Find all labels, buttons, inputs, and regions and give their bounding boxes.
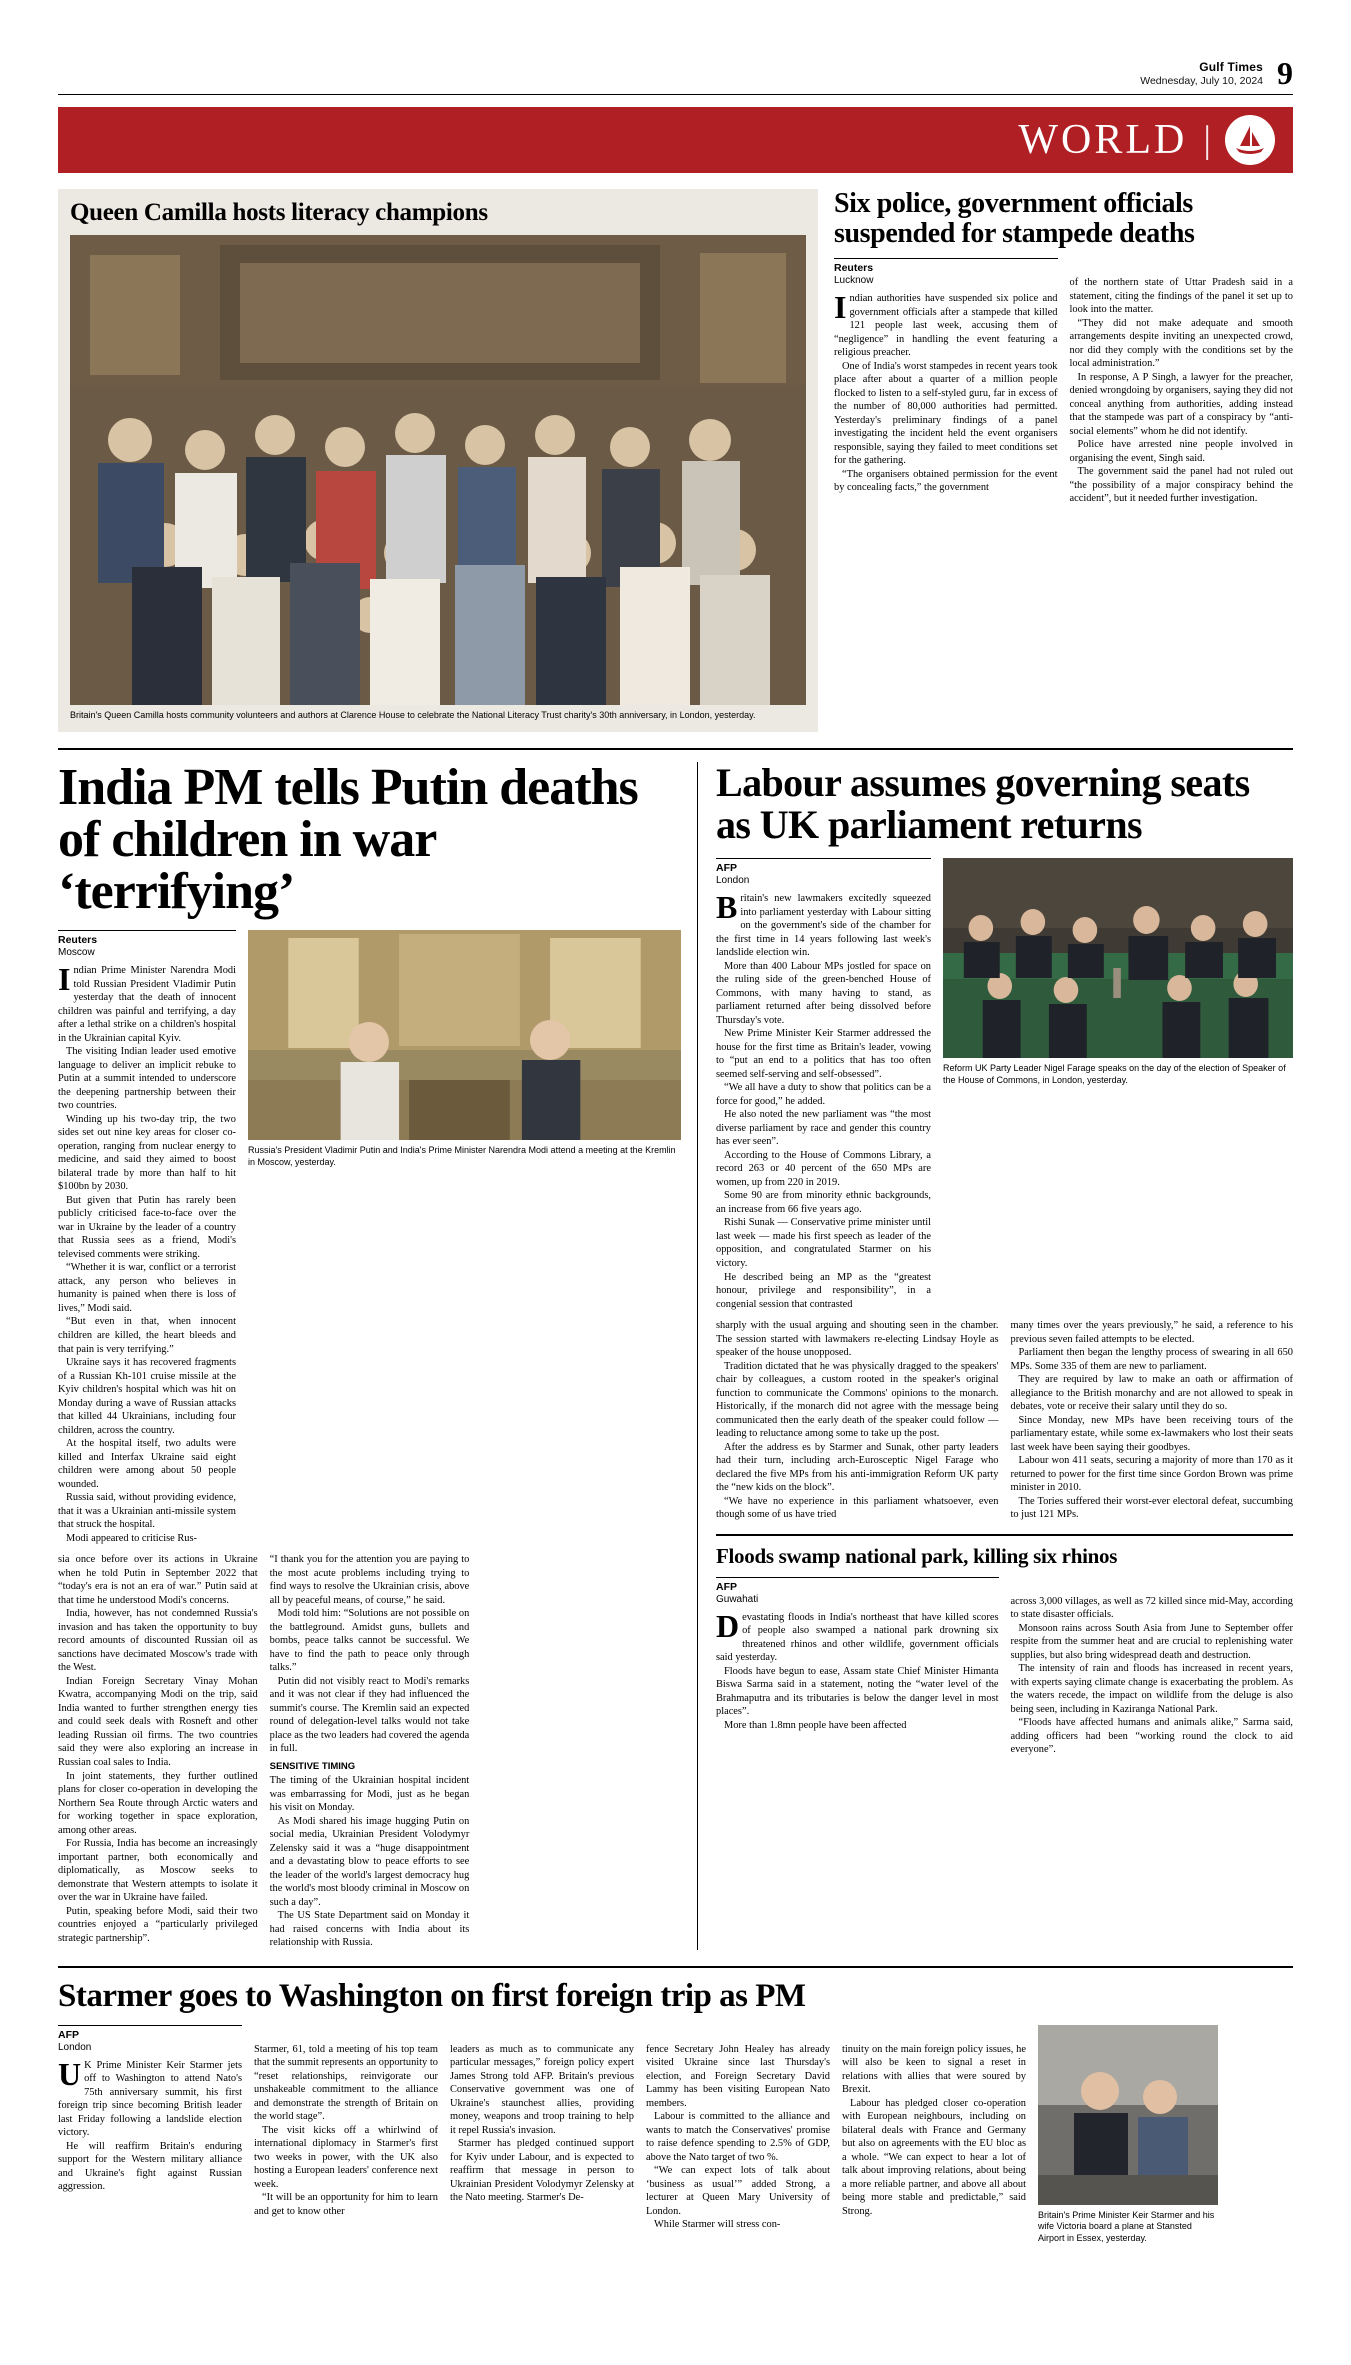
page-number: 9 [1277,55,1293,91]
india-pm-column-2 [58,1553,258,1949]
india-pm-city: Moscow [58,947,95,959]
starmer-photo-block [1038,2025,1218,2245]
starmer-column-3 [450,2025,634,2245]
floods-column-2 [1011,1577,1294,1757]
starmer-city: London [58,2041,92,2053]
floods-city: Guwahati [716,1593,759,1605]
floods-agency: AFP [716,1580,737,1593]
starmer-body-4: fence Secretary John Healey has already visited Ukraine since last Thursday's election, and Foreign Secretary David Lammy has been visiting European Nato members. Labour is committed to the alliance and wants to match the Conservatives' promise to raise defence spending to 2.5% of GDP, above the Nato target of two %. “We can expect lots of talk about ‘business as usual’” added Strong, a lecturer at Queen Mary University of London. While Starmer will stress con- [646,2043,830,2231]
india-pm-body-2: sia once before over its actions in Ukraine when he told Putin in September 2022 that “today's era is not an era of war.” Putin said at that time he understood Modi's concerns. India, however, has not condemned Russia's invasion and has taken the opportunity to buy record amounts of discounted Russian oil as sanctions have decimated Moscow's trade with the West. Indian Foreign Secretary Vinay Mohan Kwatra, accompanying Modi on the trip, said India wanted to further strengthen energy ties and could seek deals with Rosneft and other leading Russian oil firms. The two countries said they were also exploring an increase in Russian coal sales to India. In joint statements, they further outlined plans for closer co-operation in developing the Northern Sea Route through Arctic waters and for working together in space exploration, among other areas. For Russia, India has become an increasingly important partner, both economically and diplomatically, as Moscow seeks to demonstrate that Western attempts to isolate it over the war in Ukraine have failed. Putin, speaking before Modi, said their two countries enjoyed a “particularly privileged strategic partnership”. [58,1554,258,1944]
stampede-article [834,189,1293,732]
india-pm-column-1 [58,930,236,1545]
queen-camilla-article [58,189,818,732]
floods-headline: Floods swamp national park, killing six rhinos [716,1543,1118,1568]
labour-column-2 [716,1319,999,1522]
labour-photo-block [943,858,1293,1311]
paper-name: Gulf Times [1199,60,1263,75]
stampede-agency: Reuters [834,262,874,275]
queen-camilla-photo [70,235,806,705]
queen-camilla-caption: Britain's Queen Camilla hosts community volunteers and authors at Clarence House to celebrate the National Literacy Trust charity's 30th anniversary, in London, yesterday. [70,710,756,721]
starmer-stansted-photo [1038,2025,1218,2205]
stampede-byline [834,258,1058,286]
section-banner [58,107,1293,173]
floods-article [716,1534,1293,1757]
india-pm-body-1: Indian Prime Minister Narendra Modi told Russian President Vladimir Putin yesterday that the death of innocent children was painful and terrifying, a day after a lethal strike on a children's hospital in the Ukrainian capital Kyiv. The visiting Indian leader used emotive language to deliver an implicit rebuke to Putin at a summit intended to underscore the deepening partnership between their two countries. Winding up his two-day trip, the two sides set out nine key areas for closer co-operation, ranging from nuclear energy to medicine, and said they aimed to boost bilateral trade by more than half to hit $100bn by 2030. But given that Putin has rarely been publicly criticised face-to-face over the war in Ukraine by the leader of a country that Russia sees as a friend, Modi's televised comments were striking. “Whether it is war, conflict or a terrorist attack, any person who believes in humanity is pained when there is loss of lives,” Modi said. “But even in that, when innocent children are killed, the heart bleeds and that pain is very terrifying.” Ukraine says it has recovered fragments of a Russian Kh-101 cruise missile at the Kyiv children's hospital which was hit on Monday during a wave of Russian attacks that killed 44 Ukrainians, including four children, across the country. At the hospital itself, two adults were killed and Interfax Ukraine said eight children were among about 50 people wounded. Russia said, without providing evidence, that it was a Ukrainian anti-missile system that struck the hospital. Modi appeared to criticise Rus- [58,961,236,1544]
india-pm-body-3: “I thank you for the attention you are paying to the most acute problems including trying to find ways to resolve the Ukrainian crisis, above all by peaceful means, of course,” he said. Modi told him: “Solutions are not possible on the battleground. Amidst guns, bullets and bombs, peace talks cannot be successful. We have to find the path to peace only through talks.” Putin did not visibly react to Modi's remarks and it was not clear if they had influenced the summit's course. The Kremlin said an expected round of delegation-level talks would not take place as the two leaders had covered the agenda in full. [269,1554,470,1755]
india-pm-agency: Reuters [58,934,98,947]
labour-body-2: sharply with the usual arguing and shouting seen in the chamber. The session started with lawmakers re-electing Lindsay Hoyle as speaker of the house unopposed. Tradition dictated that he was physically dragged to the speakers' chair by colleagues, a custom rooted in the speaker's original function to communicate the Commons' opinions to the monarch. Historically, if the monarch did not agree with the message being communicated then the early death of the speaker could follow — leading to reluctance among some to take up the post. After the address es by Starmer and Sunak, other party leaders had their turn, including arch-Eurosceptic Nigel Farage who declared the five MPs from his anti-immigration Reform UK party the “new kids on the block”. “We have no experience in this parliament whatsoever, even though some of us have tried [716,1320,999,1521]
india-pm-headline: India PM tells Putin deaths of children in war ‘terrifying’ [58,759,638,921]
india-pm-column-4 [481,1553,681,1949]
floods-body-2: across 3,000 villages, as well as 72 killed since mid-May, according to state disaster officials. Monsoon rains across South Asia from June to September offer respite from the summer heat and are crucial to replenishing water supplies, but also bring widespread death and destruction. The intensity of rain and floods has increased in recent years, with experts saying climate change is exacerbating the problem. As the waters recede, the impact on wildlife from the deluge is also being seen, including in Kaziranga National Park. “Floods have affected humans and animals alike,” Sarma said, adding officers had been “working round the clock to aid everyone”. [1010,1595,1293,1756]
sailing-dhow-icon [1225,115,1275,165]
starmer-agency: AFP [58,2028,79,2041]
banner-separator: | [1203,119,1211,162]
india-pm-body-3b: The timing of the Ukrainian hospital incident was embarrassing for Modi, just as he began his visit on Monday. As Modi shared his image hugging Putin on social media, Ukrainian President Volodymyr Zelensky said it was a “huge disappointment and a devastating blow to peace efforts to see the leader of the world's largest democracy hug the world's most bloody criminal in Moscow on such a day”. The US State Department said on Monday it had raised concerns with India about its relationship with Russia. [269,1774,470,1949]
floods-body-1: Devastating floods in India's northeast that have killed scores of people also swamped a national park drowning six threatened rhinos and other wildlife, government officials said yesterday. Floods have begun to ease, Assam state Chief Minister Himanta Biswa Sarma said in a statement, noting the “water level of the Brahmaputra and its tributaries is below the danger level in most places”. More than 1.8mn people have been affected [716,1607,999,1731]
section-title: WORLD [1018,117,1188,164]
starmer-byline [58,2025,242,2053]
india-pm-article [58,759,698,1950]
page-masthead [58,0,1293,95]
stampede-city: Lucknow [834,275,874,287]
labour-column-1 [716,858,931,1311]
labour-article [716,762,1293,1950]
stampede-body-2: of the northern state of Uttar Pradesh said in a statement, citing the findings of the panel it set up to look into the matter. “They did not make adequate and smooth arrangements despite inviting an unexpected crowd, nor did they comply with the conditions set by the local administration.” In response, A P Singh, a lawyer for the preacher, denied wrongdoing by organisers, saying they did not conceal anything from authorities, adding instead that the stampede was part of a conspiracy by “anti-social elements” whom he did not identify. Police have arrested nine people involved in organising the event, Singh said. The government said the panel had not ruled out “the possibility of a major conspiracy behind the accident”, but it needed further investigation. [1069,277,1293,505]
starmer-body-5: tinuity on the main foreign policy issues, he will also be keen to signal a reset in relations with allies that were soured by Brexit. Labour has pledged closer co-operation with European neighbours, including on bilateral deals with France and Germany but also on agreements with the EU bloc as a whole. “We can expect to hear a lot of talk about improving relations, about being a more reliable partner, and above all about being more stable and predictable,” said Strong. [842,2043,1026,2217]
top-section [58,189,1293,732]
queen-camilla-headline: Queen Camilla hosts literacy champions [70,199,488,227]
labour-body-3: many times over the years previously,” he said, a reference to his previous seven failed attempts to be elected. Parliament then began the lengthy process of swearing in all 650 MPs. Some 335 of them are new to parliament. They are required by law to make an oath or affirmation of allegiance to the British monarchy and are not allowed to speak in debates, vote or receive their salary until they do so. Since Monday, new MPs have been receiving tours of the parliamentary estate, while some ex-lawmakers who lost their seats last week have been saying their goodbyes. Labour won 411 seats, securing a majority of more than 170 as it returned to power for the first time since Gordon Brown was prime minister in 2010. The Tories suffered their worst-ever electoral defeat, succumbing to just 121 MPs. [1010,1320,1293,1521]
india-pm-subhead: SENSITIVE TIMING [269,1760,356,1772]
labour-column-3 [1011,1319,1294,1522]
starmer-article [58,1966,1293,2245]
india-pm-column-3 [270,1553,470,1949]
india-pm-photo-block [248,930,681,1545]
india-pm-photo-caption: Russia's President Vladimir Putin and India's Prime Minister Narendra Modi attend a meeting at the Kremlin in Moscow, yesterday. [248,1145,676,1167]
starmer-body-2: Starmer, 61, told a meeting of his top team that the summit represents an opportunity to “reset relationships, reinvigorate our unshakeable commitment to the alliance and demonstrate the strength of Britain on the world stage”. The visit kicks off a whirlwind of international diplomacy in Starmer's first two weeks in power, with the UK also hosting a European leaders' conference next week. “It will be an opportunity for him to learn and get to know other [254,2043,438,2217]
starmer-photo-caption: Britain's Prime Minister Keir Starmer and his wife Victoria board a plane at Stansted Airport in Essex, yesterday. [1038,2209,1215,2244]
starmer-body-3: leaders as much as to communicate any particular messages,” foreign policy expert James Strong told AFP. Britain's previous Conservative government was one of Ukraine's staunchest allies, providing money, weapons and troop training to help it repel Russia's invasion. Starmer has pledged continued support for Kyiv under Labour, and is expected to reaffirm that message in person to Ukrainian President Volodymyr Zelensky at the Nato meeting. Starmer's De- [450,2043,634,2204]
stampede-headline: Six police, government officials suspended for stampede deaths [834,188,1195,249]
stampede-column-1 [834,258,1058,506]
starmer-column-1 [58,2025,242,2245]
middle-section [58,748,1293,1950]
labour-body-1: Britain's new lawmakers excitedly squeezed into parliament yesterday with Labour sitting on the government's side of the chamber for the first time in 14 years following last week's landslide election win. More than 400 Labour MPs jostled for space on the ruling side of the green-benched House of Commons, with many having to stand, as parliament returned after being dissolved before Thursday's vote. New Prime Minister Keir Starmer addressed the house for the first time as Britain's leader, vowing to “put an end to a politics that has too often seemed self-serving and self-obsessed”. “We all have a duty to show that politics can be a force for good,” he added. He also noted the new parliament was “the most diverse parliament by race and gender this country has ever seen”. According to the House of Commons Library, a record 263 or 40 percent of the 650 MPs are women, up from 220 in 2019. Some 90 are from minority ethnic backgrounds, an increase from 66 five years ago. Rishi Sunak — Conservative prime minister until last week — made his first speech as leader of the opposition, and congratulated Starmer on his victory. He described being an MP as the “greatest honour, privilege and responsibility”, in a congenial session that contrasted [716,889,931,1310]
starmer-column-4 [646,2025,830,2245]
stampede-body-1: Indian authorities have suspended six police and government officials after a stampede that killed 121 people last week, accusing them of “negligence” in handling the event featuring a religious preacher. One of India's worst stampedes in recent years took place after about a quarter of a million people flocked to listen to a self-styled guru, far in excess of the number of 80,000 authorities had permitted. Yesterday's preliminary findings of a panel investigating the incident held the event organisers responsible, saying they failed to meet conditions set for the gathering. “The organisers obtained permission for the event by concealing facts,” the government [834,289,1058,494]
labour-agency: AFP [716,862,737,875]
india-pm-byline [58,930,236,958]
labour-photo-caption: Reform UK Party Leader Nigel Farage speaks on the day of the election of Speaker of the House of Commons, in London, yesterday. [943,1063,1286,1085]
floods-byline [716,1577,999,1605]
uk-parliament-farage-photo [943,858,1293,1058]
labour-city: London [716,875,750,887]
masthead-meta [1140,60,1263,88]
labour-byline [716,858,931,886]
starmer-body-1: UK Prime Minister Keir Starmer jets off to Washington to attend Nato's 75th anniversary summit, his first foreign trip since becoming British leader last Friday following a landslide election victory. He will reaffirm Britain's enduring support for the Western military alliance and Ukraine's fight against Russian aggression. [58,2055,242,2193]
putin-modi-kremlin-photo [248,930,681,1140]
starmer-column-2 [254,2025,438,2245]
floods-column-1 [716,1577,999,1757]
publication-date: Wednesday, July 10, 2024 [1140,75,1263,88]
labour-headline: Labour assumes governing seats as UK parliament returns [716,760,1250,848]
starmer-column-5 [842,2025,1026,2245]
starmer-headline: Starmer goes to Washington on first foreign trip as PM [58,1977,806,2014]
stampede-column-2 [1070,258,1294,506]
